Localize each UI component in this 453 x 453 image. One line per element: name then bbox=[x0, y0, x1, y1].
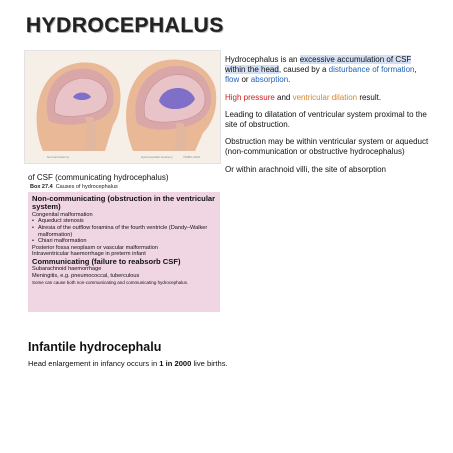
cause-flow: flow bbox=[225, 75, 240, 85]
page-title: HYDROCEPHALUS bbox=[26, 14, 224, 37]
caption-hydrocephalic: Hydrocephalic Anatomy bbox=[141, 155, 173, 159]
meningitis-item: Meningitis, e.g. pneumococcal, tuberculous bbox=[32, 272, 140, 279]
congenital-item: Congenital malformation bbox=[32, 211, 93, 218]
communicating-heading: Communicating (failure to reabsorb CSF) bbox=[32, 256, 181, 266]
pressure-paragraph: High pressure and ventricular dilation result. bbox=[225, 92, 382, 102]
cause-absorption: absorption bbox=[250, 75, 289, 85]
box-header: Box 27.4 Causes of hydrocephalus bbox=[30, 184, 118, 190]
incidence-text: Head enlargement in infancy occurs in 1 in 2000 live births. bbox=[28, 359, 228, 368]
cause-formation: disturbance of formation bbox=[328, 65, 415, 75]
definition-paragraph: Hydrocephalus is an excessive accumulation of CSF within the head, caused by a disturbance of formation, flow or absorption. bbox=[225, 55, 417, 85]
arachnoid-paragraph: Or within arachnoid villi, the site of absorption bbox=[225, 164, 386, 174]
high-pressure-text: High pressure bbox=[225, 92, 275, 102]
incidence-figure: 1 in 2000 bbox=[159, 359, 192, 368]
sah-item: Subarachnoid haemorrhage bbox=[32, 266, 102, 273]
box-body bbox=[28, 192, 220, 312]
csf-continuation: of CSF (communicating hydrocephalus) bbox=[28, 173, 169, 182]
infantile-heading: Infantile hydrocephalu bbox=[28, 340, 162, 354]
definition-column bbox=[225, 55, 433, 182]
brain-illustration bbox=[24, 50, 221, 164]
noncommunicating-heading: Non-communicating (obstruction in the ventricular system) bbox=[32, 194, 216, 212]
obstruction-paragraph: Obstruction may be within ventricular system or aqueduct (non-communication or obstructive hydrocephalus) bbox=[225, 137, 429, 157]
figure-credit: ©MMG 2001 bbox=[183, 155, 201, 159]
brain-comparison-image bbox=[25, 51, 220, 163]
caption-normal: Normal Anatomy bbox=[47, 155, 70, 159]
bullet-item: • Chiari malformation bbox=[32, 238, 216, 245]
posterior-item: Posterior fossa neoplasm or vascular malformation bbox=[32, 244, 158, 251]
dilatation-paragraph: Leading to dilatation of ventricular system proximal to the site of obstruction. bbox=[225, 109, 427, 130]
ivh-item: Intraventricular haemorrhage in preterm infant bbox=[32, 251, 146, 258]
bullet-item: • Aqueduct stenosis bbox=[32, 218, 216, 225]
bullet-item: • Atresia of the outflow foramina of the fourth ventricle (Dandy–Walker malformation) bbox=[32, 225, 216, 238]
ventricular-dilation-text: ventricular dilation bbox=[292, 92, 358, 102]
highlighted-definition: excessive accumulation of CSF within the head bbox=[225, 55, 412, 75]
causes-box bbox=[28, 184, 220, 316]
box-note: Some can cause both non-communicating and communicating hydrocephalus. bbox=[32, 279, 189, 285]
